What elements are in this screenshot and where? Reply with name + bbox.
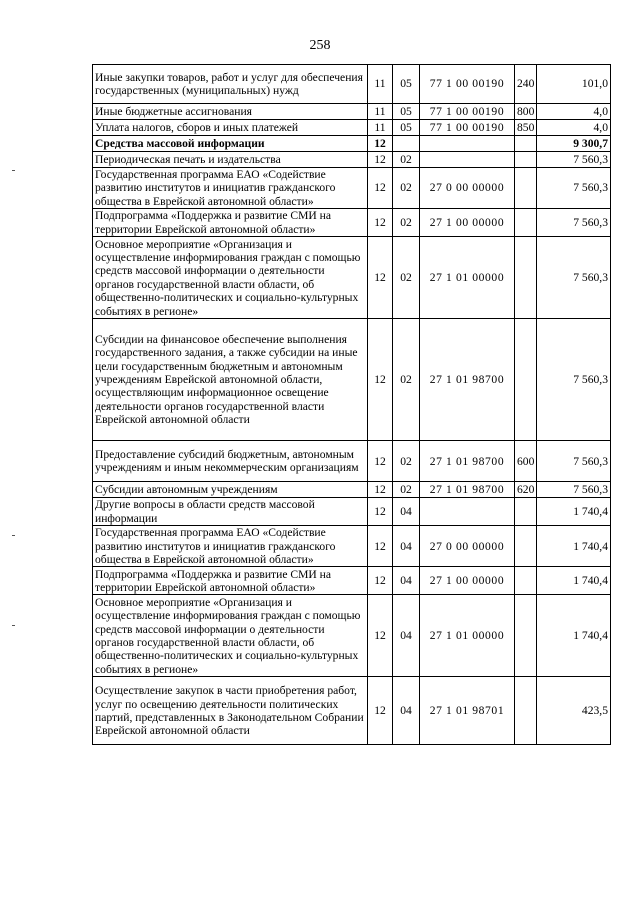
row-target-article: 27 1 00 00000 — [420, 209, 515, 237]
row-subsection: 04 — [393, 498, 420, 526]
row-target-article: 77 1 00 00190 — [420, 65, 515, 104]
row-name: Уплата налогов, сборов и иных платежей — [93, 120, 368, 136]
row-expense-type — [515, 168, 537, 209]
row-target-article: 27 1 00 00000 — [420, 567, 515, 595]
row-amount: 7 560,3 — [537, 209, 611, 237]
table-row — [93, 498, 611, 526]
row-subsection: 02 — [393, 237, 420, 319]
row-section: 11 — [368, 65, 393, 104]
row-target-article — [420, 136, 515, 152]
row-subsection: 02 — [393, 482, 420, 498]
row-section: 12 — [368, 482, 393, 498]
row-expense-type — [515, 152, 537, 168]
row-expense-type — [515, 237, 537, 319]
row-expense-type: 620 — [515, 482, 537, 498]
row-subsection: 02 — [393, 209, 420, 237]
row-section: 12 — [368, 498, 393, 526]
row-section: 12 — [368, 677, 393, 745]
row-target-article: 27 0 00 00000 — [420, 168, 515, 209]
row-target-article: 27 1 01 98701 — [420, 677, 515, 745]
row-expense-type: 850 — [515, 120, 537, 136]
row-section: 11 — [368, 104, 393, 120]
row-subsection: 05 — [393, 65, 420, 104]
row-name: Иные бюджетные ассигнования — [93, 104, 368, 120]
table-row — [93, 677, 611, 745]
row-expense-type — [515, 595, 537, 677]
row-target-article: 77 1 00 00190 — [420, 104, 515, 120]
row-name: Подпрограмма «Поддержка и развитие СМИ на территории Еврейской автономной области» — [93, 567, 368, 595]
row-expense-type — [515, 567, 537, 595]
table-row — [93, 65, 611, 104]
row-name: Основное мероприятие «Организация и осуществление информирования граждан с помощью средств массовой информации о деятельности органов государственной власти области, об общественно-политических и социально-культурных событиях в регионе» — [93, 237, 368, 319]
row-expense-type — [515, 209, 537, 237]
row-expense-type — [515, 498, 537, 526]
row-target-article: 27 1 01 98700 — [420, 319, 515, 441]
row-subsection: 02 — [393, 168, 420, 209]
row-expense-type — [515, 526, 537, 567]
row-expense-type — [515, 136, 537, 152]
row-amount: 4,0 — [537, 104, 611, 120]
table-row — [93, 136, 611, 152]
row-name: Осуществление закупок в части приобретения работ, услуг по освещению деятельности политических партий, представленных в Законодательном Собрании Еврейской автономной области — [93, 677, 368, 745]
table-row — [93, 104, 611, 120]
row-expense-type: 600 — [515, 441, 537, 482]
row-section: 11 — [368, 120, 393, 136]
row-name: Другие вопросы в области средств массовой информации — [93, 498, 368, 526]
row-target-article: 77 1 00 00190 — [420, 120, 515, 136]
row-subsection — [393, 136, 420, 152]
row-amount: 7 560,3 — [537, 482, 611, 498]
budget-table — [92, 64, 611, 745]
row-expense-type: 800 — [515, 104, 537, 120]
row-name: Подпрограмма «Поддержка и развитие СМИ на территории Еврейской автономной области» — [93, 209, 368, 237]
row-amount: 7 560,3 — [537, 319, 611, 441]
row-target-article: 27 0 00 00000 — [420, 526, 515, 567]
row-name: Периодическая печать и издательства — [93, 152, 368, 168]
row-amount: 7 560,3 — [537, 168, 611, 209]
row-amount: 4,0 — [537, 120, 611, 136]
row-subsection: 04 — [393, 677, 420, 745]
row-name: Иные закупки товаров, работ и услуг для обеспечения государственных (муниципальных) нужд — [93, 65, 368, 104]
row-section: 12 — [368, 136, 393, 152]
row-amount: 1 740,4 — [537, 526, 611, 567]
row-section: 12 — [368, 567, 393, 595]
margin-mark — [12, 625, 15, 626]
table-row — [93, 319, 611, 441]
row-target-article: 27 1 01 00000 — [420, 237, 515, 319]
row-section: 12 — [368, 526, 393, 567]
table-row — [93, 120, 611, 136]
row-expense-type — [515, 677, 537, 745]
page-number: 258 — [309, 38, 331, 53]
row-subsection: 02 — [393, 319, 420, 441]
row-subsection: 04 — [393, 526, 420, 567]
row-amount: 7 560,3 — [537, 152, 611, 168]
row-subsection: 04 — [393, 595, 420, 677]
row-amount: 101,0 — [537, 65, 611, 104]
row-expense-type — [515, 319, 537, 441]
row-name: Средства массовой информации — [93, 136, 368, 152]
row-section: 12 — [368, 209, 393, 237]
table-row — [93, 152, 611, 168]
row-amount: 1 740,4 — [537, 567, 611, 595]
margin-mark — [12, 535, 15, 536]
table-row — [93, 595, 611, 677]
row-target-article: 27 1 01 98700 — [420, 441, 515, 482]
row-section: 12 — [368, 152, 393, 168]
row-name: Государственная программа ЕАО «Содействие развитию институтов и инициатив гражданского общества в Еврейской автономной области» — [93, 526, 368, 567]
row-subsection: 02 — [393, 441, 420, 482]
row-section: 12 — [368, 237, 393, 319]
row-section: 12 — [368, 168, 393, 209]
row-section: 12 — [368, 441, 393, 482]
row-target-article — [420, 152, 515, 168]
row-subsection: 05 — [393, 104, 420, 120]
table-row — [93, 168, 611, 209]
margin-mark — [12, 170, 15, 171]
budget-table-body — [93, 65, 611, 745]
table-row — [93, 209, 611, 237]
row-subsection: 04 — [393, 567, 420, 595]
table-row — [93, 567, 611, 595]
table-row — [93, 526, 611, 567]
row-amount: 423,5 — [537, 677, 611, 745]
table-row — [93, 441, 611, 482]
row-amount: 9 300,7 — [537, 136, 611, 152]
row-section: 12 — [368, 595, 393, 677]
row-section: 12 — [368, 319, 393, 441]
row-amount: 1 740,4 — [537, 498, 611, 526]
row-amount: 7 560,3 — [537, 441, 611, 482]
table-row — [93, 237, 611, 319]
row-name: Основное мероприятие «Организация и осуществление информирования граждан с помощью средств массовой информации о деятельности органов государственной власти области, об общественно-политических и социально-культурных событиях в регионе» — [93, 595, 368, 677]
row-amount: 7 560,3 — [537, 237, 611, 319]
row-amount: 1 740,4 — [537, 595, 611, 677]
row-target-article: 27 1 01 00000 — [420, 595, 515, 677]
row-expense-type: 240 — [515, 65, 537, 104]
row-subsection: 05 — [393, 120, 420, 136]
row-name: Предоставление субсидий бюджетным, автономным учреждениям и иным некоммерческим организациям — [93, 441, 368, 482]
row-name: Государственная программа ЕАО «Содействие развитию институтов и инициатив гражданского общества в Еврейской автономной области» — [93, 168, 368, 209]
table-row — [93, 482, 611, 498]
row-subsection: 02 — [393, 152, 420, 168]
row-target-article — [420, 498, 515, 526]
row-target-article: 27 1 01 98700 — [420, 482, 515, 498]
row-name: Субсидии на финансовое обеспечение выполнения государственного задания, а также субсидии на иные цели государственным бюджетным и автономным учреждениям Еврейской автономной области, осуществляющим информационное освещение деятельности органов государственной власти Еврейской автономной области — [93, 319, 368, 441]
row-name: Субсидии автономным учреждениям — [93, 482, 368, 498]
